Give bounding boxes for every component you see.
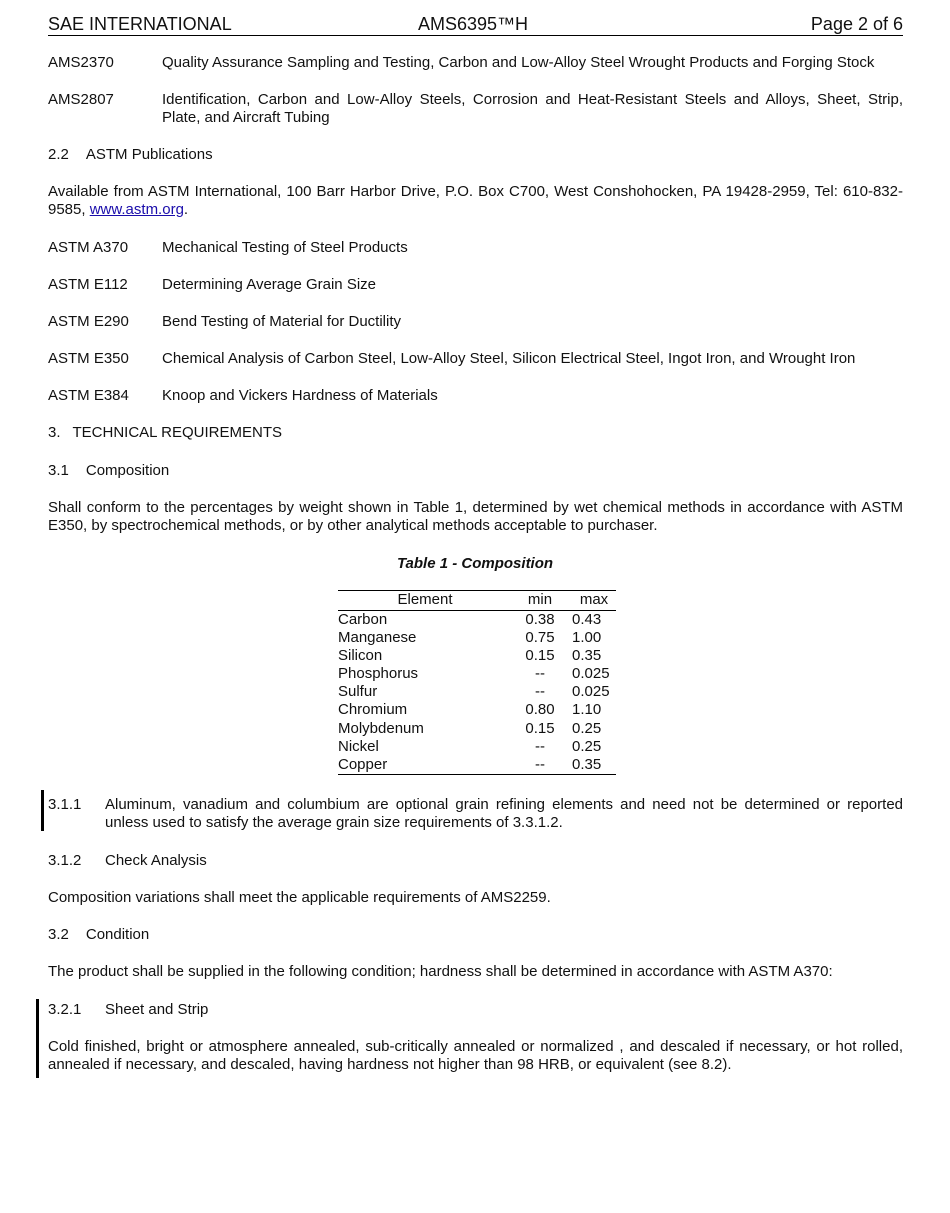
table-row bbox=[338, 701, 616, 719]
table-row bbox=[338, 683, 616, 701]
section-number: 3.1.2 bbox=[48, 852, 82, 869]
cell-min: -- bbox=[512, 756, 568, 775]
header-page-number: Page 2 of 6 bbox=[810, 14, 903, 34]
cell-max: 0.25 bbox=[572, 719, 602, 737]
astm-website-link[interactable]: www.astm.org bbox=[89, 201, 184, 218]
section-3-1-2-body: Composition variations shall meet the applicable requirements of AMS2259. bbox=[48, 889, 551, 906]
section-number: 3.2.1 bbox=[48, 1001, 82, 1018]
cell-min: 0.15 bbox=[525, 719, 555, 737]
section-3-2-body: The product shall be supplied in the following condition; hardness shall be determined in accordance with ASTM A370: bbox=[48, 963, 833, 980]
table-caption: Table 1 - Composition bbox=[396, 555, 554, 572]
cell-min: -- bbox=[535, 665, 545, 683]
column-header-element: Element bbox=[338, 591, 512, 611]
cell-min: -- bbox=[535, 683, 545, 701]
reference-code: ASTM E112 bbox=[48, 276, 128, 293]
revision-change-bar bbox=[36, 999, 39, 1078]
reference-astm-e350 bbox=[48, 350, 903, 368]
reference-code: AMS2807 bbox=[48, 91, 114, 108]
cell-element: Nickel bbox=[338, 737, 379, 755]
reference-title: Quality Assurance Sampling and Testing, Carbon and Low-Alloy Steel Wrought Products and Forging Stock bbox=[162, 54, 875, 71]
reference-ams2807 bbox=[48, 91, 903, 127]
table-row bbox=[338, 629, 616, 647]
column-header-min: min bbox=[512, 591, 568, 611]
section-2-2-heading bbox=[48, 146, 903, 164]
header-doc-id: AMS6395™H bbox=[418, 14, 529, 34]
cell-element: Chromium bbox=[338, 701, 408, 719]
cell-max: 1.10 bbox=[572, 701, 602, 719]
table-header-row bbox=[338, 591, 616, 611]
reference-code: ASTM E290 bbox=[48, 313, 129, 330]
availability-text: Available from ASTM International, 100 Barr Harbor Drive, P.O. Box C700, West Conshohocken, PA 19428-2959, Tel: 610-832-9585, bbox=[48, 183, 903, 218]
reference-title: Bend Testing of Material for Ductility bbox=[162, 313, 401, 330]
section-number: 2.2 bbox=[48, 146, 69, 163]
cell-element: Copper bbox=[338, 756, 512, 775]
cell-max: 0.43 bbox=[572, 611, 602, 628]
table-row bbox=[338, 611, 616, 630]
reference-code: AMS2370 bbox=[48, 54, 114, 71]
cell-max: 0.25 bbox=[572, 737, 602, 755]
reference-title: Identification, Carbon and Low-Alloy Steels, Corrosion and Heat-Resistant Steels and Alloys, Sheet, Strip, Plate, and Aircraft Tubing bbox=[162, 91, 903, 126]
reference-title: Determining Average Grain Size bbox=[162, 276, 376, 293]
section-3-2-1-body: Cold finished, bright or atmosphere annealed, sub-critically annealed or normalized , and descaled if necessary, or hot rolled, annealed if necessary, and descaled, having hardness not higher than 98 HRB, or equivalent (see 8.2). bbox=[48, 1038, 903, 1073]
section-title: Sheet and Strip bbox=[105, 1001, 209, 1018]
cell-element: Carbon bbox=[338, 611, 388, 628]
cell-max: 0.35 bbox=[572, 647, 602, 665]
cell-element: Silicon bbox=[338, 647, 383, 665]
cell-min: 0.80 bbox=[525, 701, 555, 719]
cell-element: Sulfur bbox=[338, 683, 378, 701]
header-org: SAE INTERNATIONAL bbox=[48, 14, 232, 34]
reference-title: Knoop and Vickers Hardness of Materials bbox=[162, 387, 438, 404]
section-number: 3.2 bbox=[48, 926, 69, 943]
section-number: 3.1 bbox=[48, 462, 69, 479]
section-3-2-1-heading bbox=[48, 1001, 903, 1019]
cell-element: Manganese bbox=[338, 629, 417, 647]
composition-table bbox=[338, 590, 616, 775]
reference-astm-a370 bbox=[48, 239, 903, 257]
table-row bbox=[338, 738, 616, 756]
cell-max: 1.00 bbox=[572, 629, 602, 647]
reference-ams2370 bbox=[48, 54, 903, 72]
table-row bbox=[338, 720, 616, 738]
reference-code: ASTM E350 bbox=[48, 350, 129, 367]
revision-change-bar bbox=[41, 790, 44, 831]
cell-max: 0.025 bbox=[572, 683, 610, 701]
cell-max: 0.35 bbox=[568, 756, 616, 775]
page-header bbox=[48, 13, 903, 36]
table-row bbox=[338, 756, 616, 775]
section-number: 3. bbox=[48, 424, 61, 441]
astm-availability-paragraph bbox=[48, 183, 903, 219]
cell-min: 0.75 bbox=[525, 629, 555, 647]
table-row bbox=[338, 665, 616, 683]
section-3-1-heading bbox=[48, 462, 903, 480]
section-3-1-body: Shall conform to the percentages by weight shown in Table 1, determined by wet chemical methods in accordance with ASTM E350, by spectrochemical methods, or by other analytical methods acceptable to purchaser. bbox=[48, 499, 903, 534]
reference-code: ASTM A370 bbox=[48, 239, 129, 256]
cell-min: 0.38 bbox=[525, 611, 555, 628]
reference-title: Mechanical Testing of Steel Products bbox=[162, 239, 408, 256]
section-title: TECHNICAL REQUIREMENTS bbox=[72, 424, 282, 441]
cell-element: Phosphorus bbox=[338, 665, 419, 683]
cell-min: 0.15 bbox=[525, 647, 555, 665]
section-title: Check Analysis bbox=[105, 852, 207, 869]
section-title: Composition bbox=[85, 462, 170, 479]
section-text: Aluminum, vanadium and columbium are optional grain refining elements and need not be determined or reported unless used to satisfy the average grain size requirements of 3.3.1.2. bbox=[105, 796, 903, 831]
section-number: 3.1.1 bbox=[48, 796, 82, 813]
cell-element: Molybdenum bbox=[338, 719, 424, 737]
reference-astm-e112 bbox=[48, 276, 903, 294]
section-3-1-2-heading bbox=[48, 852, 903, 870]
section-3-1-1 bbox=[48, 796, 903, 832]
reference-astm-e384 bbox=[48, 387, 903, 405]
cell-max: 0.025 bbox=[572, 665, 610, 683]
table-row bbox=[338, 647, 616, 665]
cell-min: -- bbox=[535, 737, 545, 755]
section-3-heading bbox=[48, 424, 903, 442]
reference-astm-e290 bbox=[48, 313, 903, 331]
availability-end: . bbox=[183, 201, 189, 218]
column-header-max: max bbox=[568, 591, 616, 611]
reference-code: ASTM E384 bbox=[48, 387, 129, 404]
reference-title: Chemical Analysis of Carbon Steel, Low-Alloy Steel, Silicon Electrical Steel, Ingot Iron, and Wrought Iron bbox=[162, 350, 856, 367]
section-title: Condition bbox=[85, 926, 150, 943]
section-3-2-heading bbox=[48, 926, 903, 944]
section-title: ASTM Publications bbox=[85, 146, 213, 163]
